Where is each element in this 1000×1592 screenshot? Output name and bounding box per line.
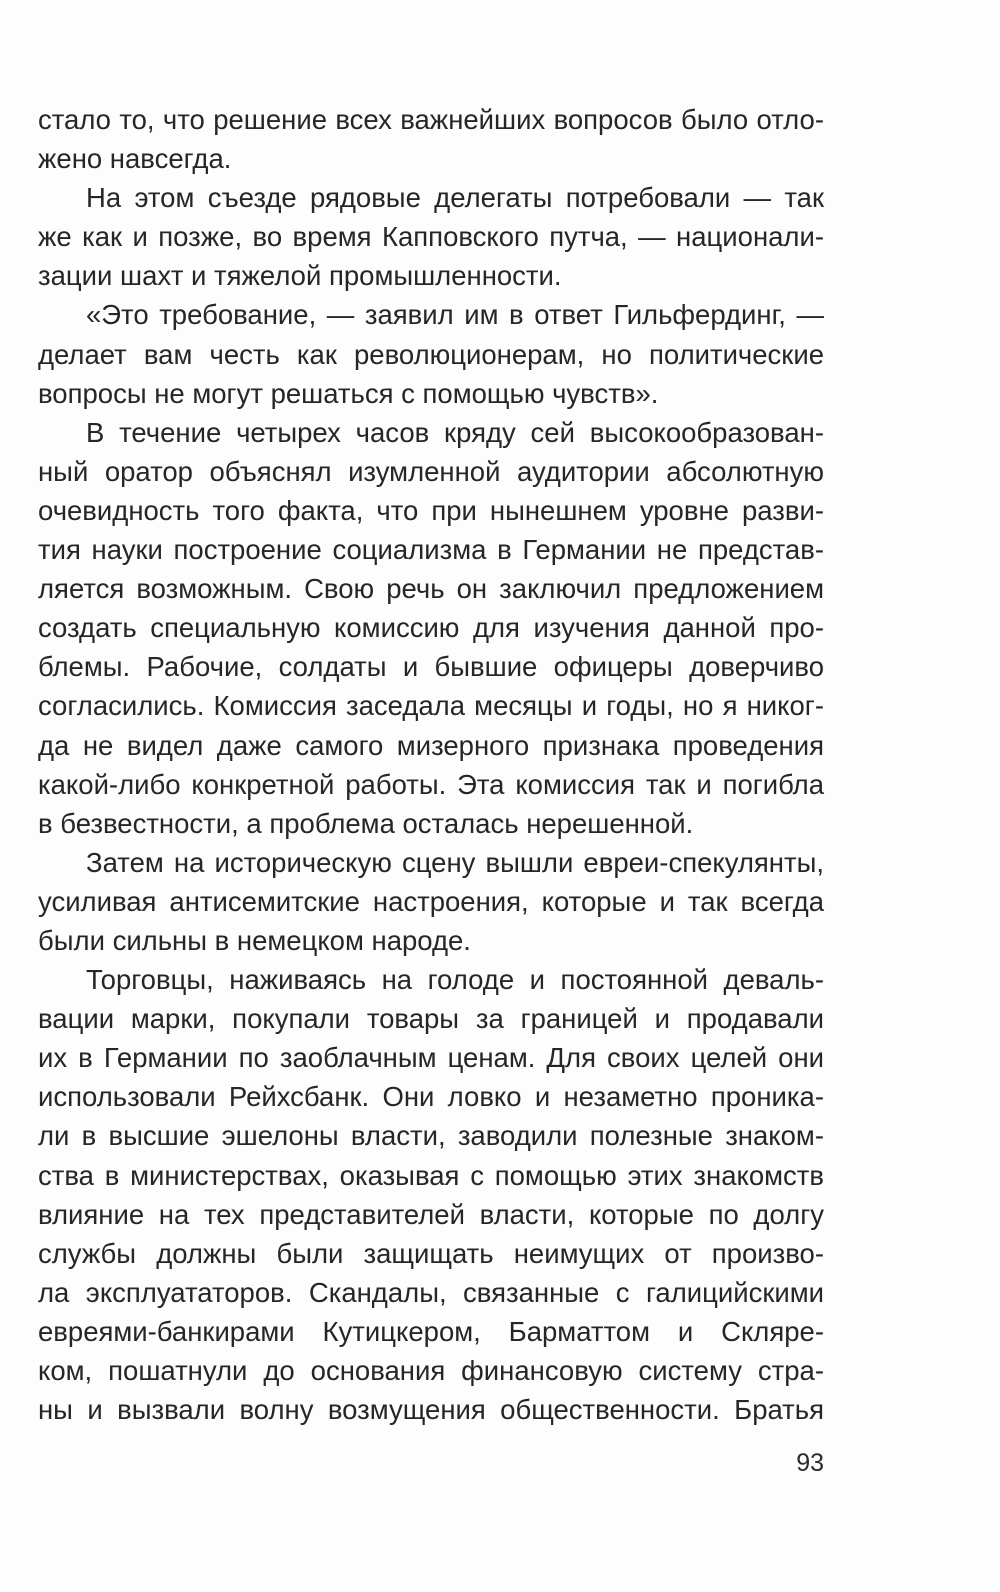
text-line: службы должны были защищать неимущих от произво- xyxy=(38,1237,824,1269)
text-line: использовали Рейхсбанк. Они ловко и незаметно проника- xyxy=(38,1081,824,1113)
text-line: Затем на историческую сцену вышли евреи-спекулянты, xyxy=(86,846,824,878)
text-line: их в Германии по заоблачным ценам. Для своих целей они xyxy=(38,1042,824,1074)
text-line: В течение четырех часов кряду сей высокообразован- xyxy=(86,416,824,448)
text-line: стало то, что решение всех важнейших вопросов было отло- xyxy=(38,104,824,135)
text-line: тия науки построение социализма в Германии не представ- xyxy=(38,534,824,566)
text-line: создать специальную комиссию для изучения данной про- xyxy=(38,612,824,644)
text-line: какой-либо конкретной работы. Эта комиссия так и погибла xyxy=(38,768,824,800)
text-line: влияние на тех представителей власти, которые по долгу xyxy=(38,1198,824,1230)
text-line: зации шахт и тяжелой промышленности. xyxy=(38,260,562,292)
text-line: усиливая антисемитские настроения, которые и так всегда xyxy=(38,885,824,917)
text-line: жено навсегда. xyxy=(38,143,232,175)
paragraph xyxy=(38,413,824,843)
text-line: блемы. Рабочие, солдаты и бывшие офицеры доверчиво xyxy=(38,651,824,683)
paragraph xyxy=(38,843,824,960)
text-line: были сильны в немецком народе. xyxy=(38,924,471,956)
paragraph xyxy=(38,178,824,295)
text-line: евреями-банкирами Кутицкером, Барматтом и Скляре- xyxy=(38,1315,824,1347)
text-line: согласились. Комиссия заседала месяцы и годы, но я никог- xyxy=(38,690,824,722)
text-line: вопросы не могут решаться с помощью чувств». xyxy=(38,377,659,409)
text-line: ляется возможным. Свою речь он заключил предложением xyxy=(38,573,824,605)
text-line: очевидность того факта, что при нынешнем уровне разви- xyxy=(38,494,824,526)
text-line: ла эксплуататоров. Скандалы, связанные с галицийскими xyxy=(38,1276,824,1308)
text-line: да не видел даже самого мизерного признака проведения xyxy=(38,729,824,761)
paragraph xyxy=(38,100,824,178)
text-line: На этом съезде рядовые делегаты потребовали — так xyxy=(86,182,824,214)
page-number: 93 xyxy=(796,1449,824,1477)
text-line: вации марки, покупали товары за границей и продавали xyxy=(38,1003,824,1035)
paragraph xyxy=(38,295,824,412)
text-line: ный оратор объяснял изумленной аудитории абсолютную xyxy=(38,455,824,487)
text-line: «Это требование, — заявил им в ответ Гильфердинг, — xyxy=(86,299,824,331)
body-text xyxy=(38,100,824,1429)
text-line: ли в высшие эшелоны власти, заводили полезные знаком- xyxy=(38,1120,824,1152)
text-line: ком, пошатнули до основания финансовую систему стра- xyxy=(38,1355,824,1386)
paragraph xyxy=(38,960,824,1429)
text-line: ны и вызвали волну возмущения общественности. Братья xyxy=(38,1394,824,1426)
text-line: в безвестности, а проблема осталась нерешенной. xyxy=(38,807,694,839)
text-line: Торговцы, наживаясь на голоде и постоянной деваль- xyxy=(86,964,824,996)
text-line: же как и позже, во время Капповского путча, — национали- xyxy=(38,221,824,253)
text-line: ства в министерствах, оказывая с помощью этих знакомств xyxy=(38,1159,824,1191)
text-line: делает вам честь как революционерам, но политические xyxy=(38,338,824,370)
